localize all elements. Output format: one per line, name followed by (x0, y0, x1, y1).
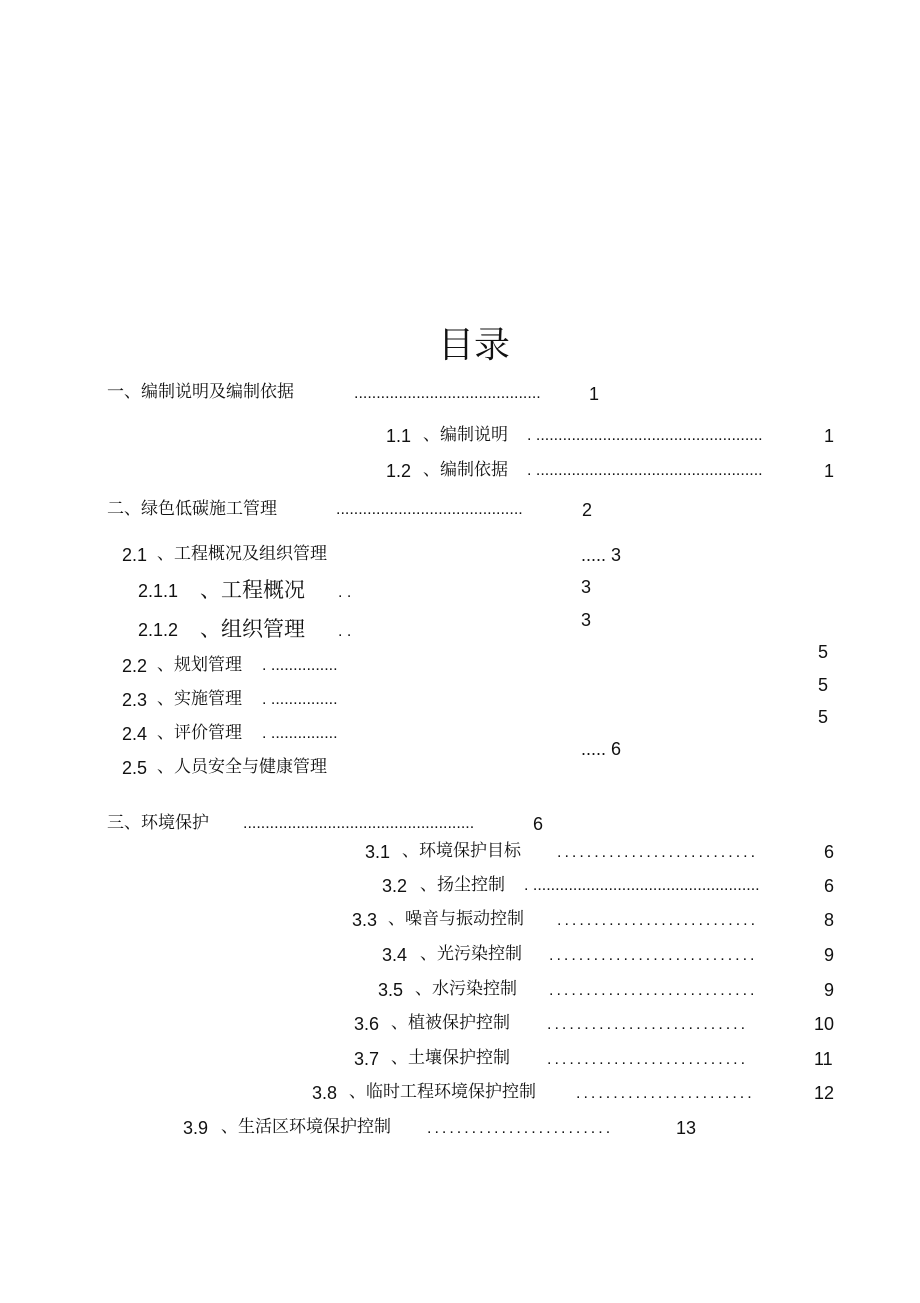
toc-number: 3.7 (354, 1049, 380, 1069)
toc-number: 2.4 (122, 724, 148, 744)
toc-leader-page: ..... 6 (581, 739, 622, 759)
toc-leader: .......................................... (336, 501, 523, 518)
toc-label: 、组织管理 (200, 617, 305, 641)
toc-number: 1.1 (386, 426, 412, 446)
toc-leader: . ................................................... (527, 427, 763, 444)
toc-page-number: 3 (581, 610, 592, 630)
toc-number: 2.2 (122, 656, 148, 676)
toc-label: 、工程概况及组织管理 (157, 544, 327, 564)
toc-leader: . ............... (262, 657, 338, 674)
toc-leader: . ................................................... (527, 462, 763, 479)
toc-leader: .......................................... (354, 385, 541, 402)
toc-label: 一、编制说明及编制依据 (107, 382, 294, 402)
toc-label: 、评价管理 (157, 723, 242, 743)
toc-number: 2.1.2 (138, 620, 179, 640)
toc-page-number: 11 (814, 1049, 833, 1069)
toc-page-number: 3 (581, 577, 592, 597)
toc-page-number: 9 (824, 945, 835, 965)
toc-number: 3.3 (352, 910, 378, 930)
toc-leader: . ................................................... (524, 877, 760, 894)
toc-label: 、编制说明 (423, 425, 508, 445)
toc-leader: ............................ (549, 947, 758, 964)
toc-number: 2.1 (122, 545, 148, 565)
toc-leader-page: ..... 3 (581, 545, 622, 565)
toc-label: 三、环境保护 (107, 813, 209, 833)
toc-leader: . . (338, 623, 352, 640)
toc-number: 2.1.1 (138, 581, 179, 601)
toc-leader: ........................... (557, 844, 759, 861)
toc-leader: ............................ (549, 982, 758, 999)
toc-leader: ........................... (557, 912, 759, 929)
toc-number: 3.4 (382, 945, 408, 965)
toc-label: 、人员安全与健康管理 (157, 757, 327, 777)
toc-label: 、植被保护控制 (391, 1013, 510, 1033)
toc-label: 、生活区环境保护控制 (221, 1117, 391, 1137)
toc-page-number: 8 (824, 910, 835, 930)
toc-page-number: 1 (824, 461, 835, 481)
toc-page-number: 13 (676, 1118, 697, 1138)
toc-label: 、实施管理 (157, 689, 242, 709)
toc-leader: ......................... (427, 1120, 614, 1137)
toc-leader: ........................ (576, 1085, 755, 1102)
toc-page-number: 5 (818, 642, 829, 662)
toc-number: 3.9 (183, 1118, 209, 1138)
toc-number: 3.5 (378, 980, 404, 1000)
toc-label: 、扬尘控制 (420, 875, 505, 895)
toc-label: 、噪音与振动控制 (388, 909, 524, 929)
toc-page-number: 6 (824, 876, 835, 896)
toc-page-number: 5 (818, 675, 829, 695)
toc-page-number: 5 (818, 707, 829, 727)
toc-page-number: 2 (582, 500, 593, 520)
toc-page-number: 9 (824, 980, 835, 1000)
toc-page-number: 6 (533, 814, 544, 834)
toc-page-number: 1 (589, 384, 600, 404)
toc-title: 目录 (438, 325, 511, 366)
toc-number: 2.3 (122, 690, 148, 710)
toc-number: 1.2 (386, 461, 412, 481)
toc-label: 、环境保护目标 (402, 841, 521, 861)
toc-leader: . . (338, 584, 352, 601)
toc-label: 、临时工程环境保护控制 (349, 1082, 536, 1102)
toc-label: 、规划管理 (157, 655, 242, 675)
toc-page-number: 12 (814, 1083, 835, 1103)
toc-number: 2.5 (122, 758, 148, 778)
toc-label: 、光污染控制 (420, 944, 522, 964)
toc-page-number: 1 (824, 426, 835, 446)
toc-label: 、工程概况 (200, 578, 305, 602)
toc-number: 3.1 (365, 842, 391, 862)
toc-leader: . ............... (262, 691, 338, 708)
toc-number: 3.8 (312, 1083, 338, 1103)
toc-number: 3.6 (354, 1014, 380, 1034)
toc-label: 、水污染控制 (415, 979, 517, 999)
toc-leader: .................................................... (243, 815, 475, 832)
toc-label: 二、绿色低碳施工管理 (107, 499, 277, 519)
toc-number: 3.2 (382, 876, 408, 896)
toc-leader: ........................... (547, 1051, 749, 1068)
toc-page-number: 10 (814, 1014, 835, 1034)
toc-leader: ........................... (547, 1016, 749, 1033)
toc-leader: . ............... (262, 725, 338, 742)
toc-label: 、编制依据 (423, 460, 508, 480)
toc-label: 、土壤保护控制 (391, 1048, 510, 1068)
toc-page-number: 6 (824, 842, 835, 862)
